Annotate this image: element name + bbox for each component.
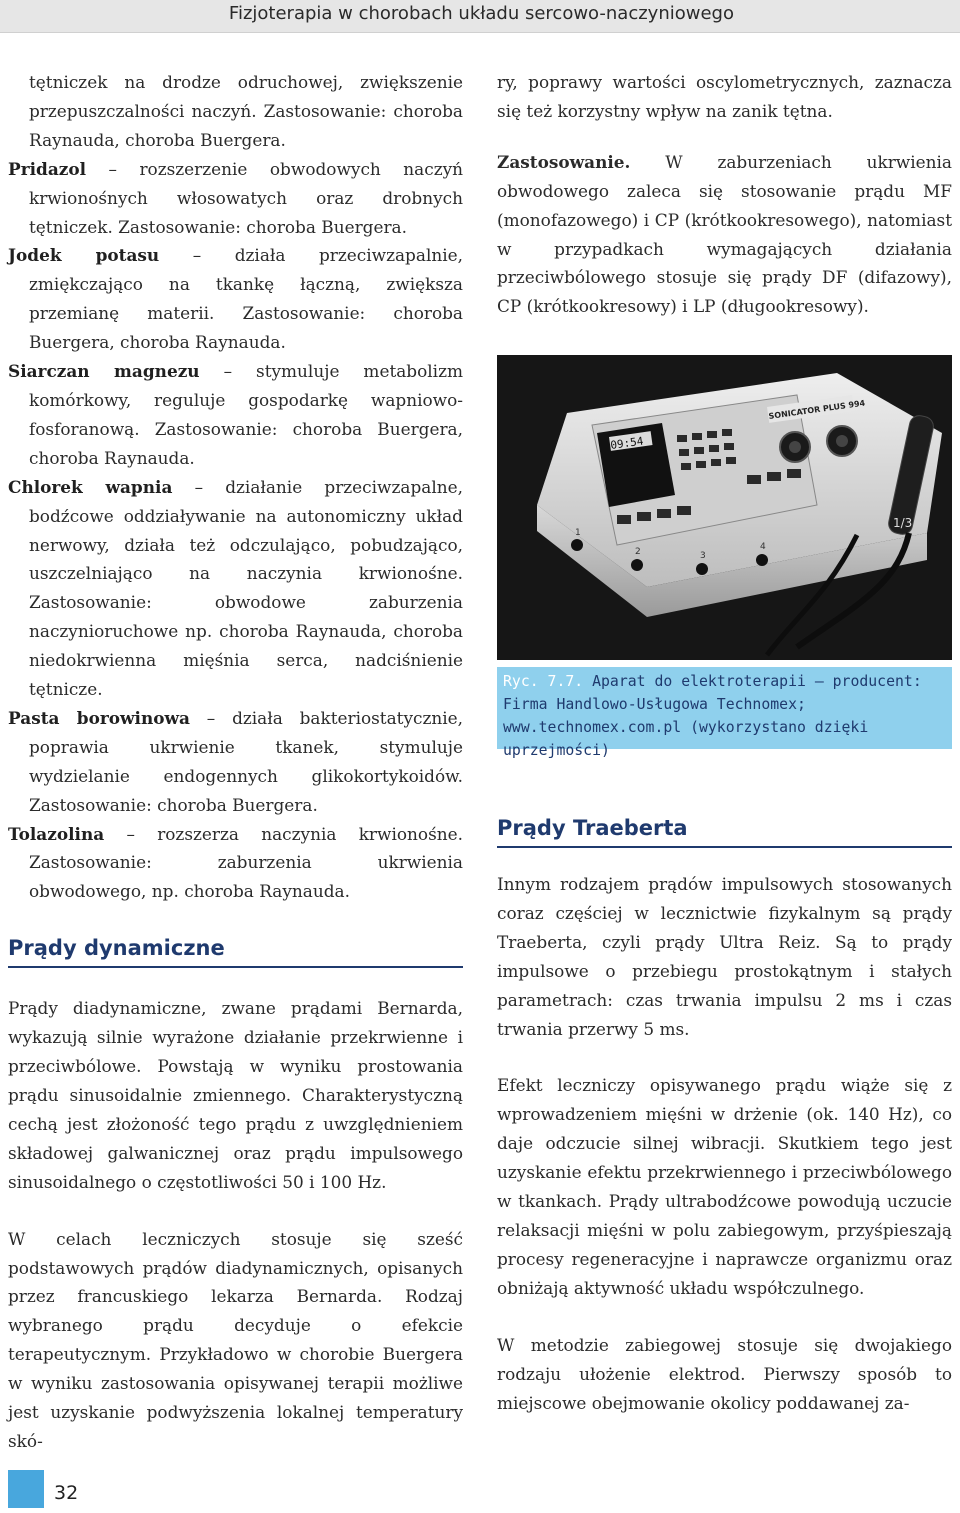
device-model: PLUS 994	[822, 398, 866, 414]
entry-term: Pridazol	[8, 158, 87, 179]
entry-term: Chlorek wapnia	[8, 476, 173, 497]
left-paragraph-2: W celach leczniczych stosuje się sześć podstawowych prądów diadynamicznych, opisanych przez francuskiego lekarza Bernarda. Rodzaj wybranego prądu decyduje o efekcie terapeutycznym. Przykładowo w chorobie Buergera w wyniku zastosowania opisywanej terapii możliwe jest uzyskanie podwyższenia lokalnej temperatury skó-	[8, 1228, 463, 1451]
right-column-bottom	[497, 816, 952, 1417]
entry-text: stymuluje metabolizm komórkowy, reguluje gospodarkę wapniowo-fosforanową. Zastosowanie: choroba Buergera, choroba Raynauda.	[29, 361, 463, 468]
application-text: W zaburzeniach ukrwienia obwodowego zaleca się stosowanie prądu MF (monofazowego) i CP (krótkookresowego), natomiast w przypadkach wymagających działania przeciwbólowego stosuje się prądy DF (difazowy), CP (krótkookresowy) i LP (długookresowy).	[497, 151, 952, 317]
entry-text: działa przeciwzapalnie, zmiękczająco na tkankę łączną, zwiększa przemianę materii. Zastosowanie: choroba Buergera, choroba Raynauda.	[29, 245, 463, 353]
entry-chlorek-wapnia: Chlorek wapnia – działanie przeciwzapalne, bodźcowe oddziaływanie na autonomiczny układ nerwowy, działa też odczulająco, pobudzająco, uszczelniająco na naczynia krwionośne. Zastosowanie: obwodowe zaburzenia naczynioruchowe np. choroba Raynauda, choroba niedokrwienna mięśnia serca, nadciśnienie tętnicze.	[8, 476, 463, 700]
entry-term: Jodek potasu	[8, 245, 160, 266]
entry-pridazol: Pridazol – rozszerzenie obwodowych naczyń krwionośnych włosowatych oraz drobnych tętniczek. Zastosowanie: choroba Buergera.	[8, 158, 464, 237]
right-paragraph-3: W metodzie zabiegowej stosuje się dwojakiego rodzaju ułożenie elektrod. Pierwszy sposób to miejscowe obejmowanie okolicy poddawanej za-	[497, 1334, 952, 1413]
entry-term: Pasta borowinowa	[8, 707, 190, 728]
right-application	[497, 148, 952, 321]
page-number-badge	[8, 1470, 44, 1508]
application-term: Zastosowanie.	[497, 151, 631, 172]
channel-label: 2	[635, 547, 641, 557]
running-header	[0, 0, 960, 33]
entry-siarczan-magnezu: Siarczan magnezu – stymuluje metabolizm komórkowy, reguluje gospodarkę wapniowo-fosforanową. Zastosowanie: choroba Buergera, choroba Raynauda.	[8, 361, 463, 468]
probe-label: 1/3	[893, 516, 913, 530]
display-reading: 09:54	[609, 434, 645, 452]
device-brand: SONICATOR	[768, 404, 821, 421]
running-header-title: Fizjoterapia w chorobach układu sercowo-naczyniowego	[228, 3, 734, 24]
figure-caption	[497, 667, 952, 759]
entry-text: rozszerza naczynia krwionośne. Zastosowanie: zaburzenia ukrwienia obwodowego, np. choroba Raynauda.	[29, 823, 463, 902]
channel-label: 4	[760, 542, 766, 552]
entry-jodek-potasu: Jodek potasu – działa przeciwzapalnie, zmiękczająco na tkankę łączną, zwiększa przemianę materii. Zastosowanie: choroba Buergera, choroba Raynauda.	[8, 245, 463, 353]
entry-tolazolina: Tolazolina – rozszerza naczynia krwionośne. Zastosowanie: zaburzenia ukrwienia obwodowego, np. choroba Raynauda.	[8, 823, 463, 902]
entry-term: Siarczan magnezu	[8, 361, 200, 382]
left-column	[8, 68, 463, 1456]
entry-text: działanie przeciwzapalne, bodźcowe oddziaływanie na autonomiczny układ nerwowy, działa też odczulająco, pobudzająco, uszczelniająco na naczynia krwionośne. Zastosowanie: obwodowe zaburzenia naczynioruchowe np. choroba Raynauda, choroba niedokrwienna mięśnia serca, nadciśnienie tętnicze.	[29, 476, 463, 700]
device-photo	[497, 355, 952, 660]
left-paragraph-1: Prądy diadynamiczne, zwane prądami Bernarda, wykazują silnie wyrażone działanie przekrwienne i przeciwbólowe. Powstają w wyniku prostowania prądu sinusoidalnie zmiennego. Charakterystyczną cechą jest złożoność tego prądu z uwzględnieniem składowej galwanicznej oraz prądu impulsowego sinusoidalnego o częstotliwości 50 i 100 Hz.	[8, 998, 463, 1192]
entry-pasta-borowinowa: Pasta borowinowa – działa bakteriostatycznie, poprawia ukrwienie tkanek, stymuluje wydzielanie endogennych glikokortykoidów. Zastosowanie: choroba Buergera.	[8, 707, 464, 815]
figure-number: Ryc. 7.7.	[503, 673, 584, 690]
entry-text: rozszerzenie obwodowych naczyń krwionośnych włosowatych oraz drobnych tętniczek. Zastosowanie: choroba Buergera.	[29, 158, 464, 237]
left-intro: tętniczek na drodze odruchowej, zwiększenie przepuszczalności naczyń. Zastosowanie: choroba Raynauda, choroba Buergera.	[29, 72, 463, 150]
entry-term: Tolazolina	[8, 823, 105, 844]
right-paragraph-2: Efekt leczniczy opisywanego prądu wiąże się z wprowadzeniem mięśni w drżenie (ok. 140 Hz), co daje odczucie silnej wibracji. Skutkiem tego jest uzyskanie efektu przekrwiennego i przeciwbólowego w tkankach. Prądy ultrabodźcowe powodują uczucie relaksacji mięśni w polu zabiegowym, przyśpieszają procesy regeneracyjne i naprawcze organizmu oraz obniżają aktywność układu współczulnego.	[497, 1075, 952, 1298]
electrotherapy-device-illustration	[497, 355, 952, 660]
section-heading-pradya-dynamiczne: Prądy dynamiczne	[8, 936, 463, 968]
right-column-top	[497, 68, 952, 321]
page-number: 32	[54, 1482, 79, 1504]
channel-label: 3	[700, 551, 706, 561]
right-paragraph-1: Innym rodzajem prądów impulsowych stosowanych coraz częściej w lecznictwie fizykalnym są prądy Traeberta, czyli prądy Ultra Reiz. Są to prądy impulsowe o przebiegu prostokątnym i stałych parametrach: czas trwania impulsu 2 ms i czas trwania przerwy 5 ms.	[497, 874, 952, 1039]
right-intro: ry, poprawy wartości oscylometrycznych, zaznacza się też korzystny wpływ na zanik tętna.	[497, 72, 952, 121]
entry-text: działa bakteriostatycznie, poprawia ukrwienie tkanek, stymuluje wydzielanie endogennych glikokortykoidów. Zastosowanie: choroba Buergera.	[29, 707, 464, 815]
figure-caption-text: Aparat do elektroterapii – producent: Firma Handlowo-Usługowa Technomex; www.technomex.com.pl (wykorzystano dzięki uprzejmości)	[503, 673, 922, 759]
section-heading-prady-traeberta: Prądy Traeberta	[497, 816, 952, 848]
channel-label: 1	[575, 528, 581, 538]
